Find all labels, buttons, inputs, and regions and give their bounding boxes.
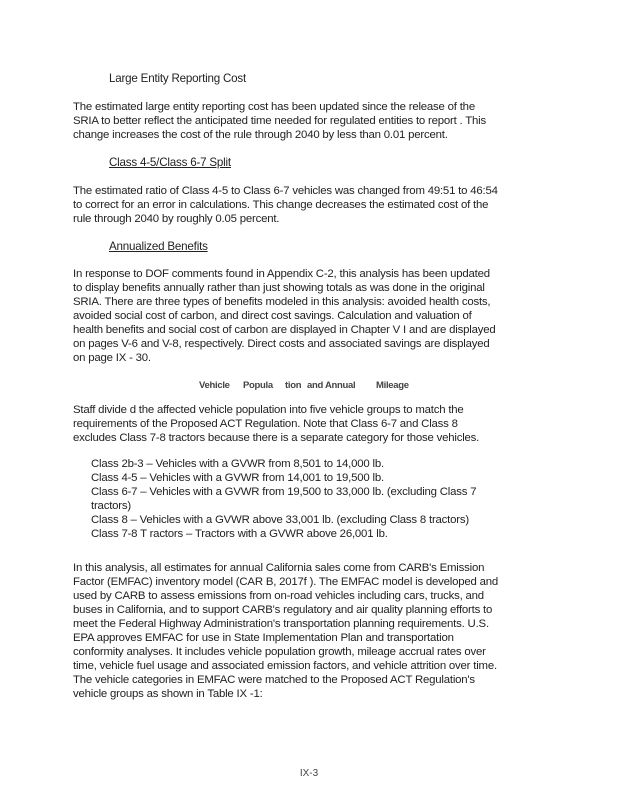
text-line: SRIA to better reflect the anticipated time needed for regulated entities to report . This	[73, 115, 486, 127]
page-number: IX-3	[299, 768, 319, 779]
list-item	[73, 513, 533, 527]
text-line: The estimated large entity reporting cost has been updated since the release of the	[73, 101, 475, 113]
text-line: Class 2b-3 – Vehicles with a GVWR from 8,501 to 14,000 lb.	[91, 458, 384, 470]
vehicle-group-list	[73, 457, 533, 541]
subheading-word: Vehicle	[199, 380, 230, 391]
section-heading-large-entity: Large Entity Reporting Cost	[109, 72, 247, 85]
text-line: avoided social cost of carbon, and direct cost savings. Calculation and valuation of	[73, 310, 472, 322]
text-line: on page IX - 30.	[73, 352, 151, 364]
text-line: to correct for an error in calculations. This change decreases the estimated cost of the	[73, 199, 489, 211]
subheading-word: Popula	[243, 380, 273, 391]
text-line: rule through 2040 by roughly 0.05 percent.	[73, 213, 280, 225]
text-line: vehicle groups as shown in Table IX -1:	[73, 688, 263, 700]
text-line: health benefits and social cost of carbon are displayed in Chapter V I and are displayed	[73, 324, 496, 336]
text-line: meet the Federal Highway Administration's transportation planning requirements. U.S.	[73, 618, 489, 630]
text-line: Class 8 – Vehicles with a GVWR above 33,001 lb. (excluding Class 8 tractors)	[91, 514, 469, 526]
text-line: Class 6-7 – Vehicles with a GVWR from 19,500 to 33,000 lb. (excluding Class 7	[91, 486, 477, 498]
subheading-word: Mileage	[376, 380, 409, 391]
list-item	[73, 471, 533, 485]
text-line: tractors)	[91, 500, 131, 512]
paragraph-class-split	[73, 184, 543, 226]
list-item	[73, 527, 533, 541]
text-line: Staff divide d the affected vehicle population into five vehicle groups to match the	[73, 404, 464, 416]
text-line: In response to DOF comments found in Appendix C-2, this analysis has been updated	[73, 268, 490, 280]
paragraph-large-entity	[73, 100, 543, 142]
subheading-word: and Annual	[307, 380, 356, 391]
text-line: excludes Class 7-8 tractors because there is a separate category for those vehicles.	[73, 432, 480, 444]
subheading-word: tion	[285, 380, 302, 391]
text-line: SRIA. There are three types of benefits modeled in this analysis: avoided health costs,	[73, 296, 491, 308]
text-line: buses in California, and to support CARB's regulatory and air quality planning efforts to	[73, 604, 493, 616]
list-item	[73, 485, 533, 513]
text-line: Factor (EMFAC) inventory model (CAR B, 2017f ). The EMFAC model is developed and	[73, 576, 499, 588]
text-line: EPA approves EMFAC for use in State Implementation Plan and transportation	[73, 632, 454, 644]
text-line: Class 4-5 – Vehicles with a GVWR from 14,001 to 19,500 lb.	[91, 472, 384, 484]
text-line: conformity analyses. It includes vehicle population growth, mileage accrual rates over	[73, 646, 486, 658]
text-line: The vehicle categories in EMFAC were matched to the Proposed ACT Regulation's	[73, 674, 475, 686]
text-line: requirements of the Proposed ACT Regulation. Note that Class 6-7 and Class 8	[73, 418, 458, 430]
paragraph-vehicle-groups	[73, 403, 543, 445]
paragraph-annualized-benefits	[73, 267, 543, 365]
section-heading-annualized-benefits: Annualized Benefits	[109, 240, 208, 253]
text-line: change increases the cost of the rule through 2040 by less than 0.01 percent.	[73, 129, 448, 141]
text-line: In this analysis, all estimates for annual California sales come from CARB's Emission	[73, 562, 485, 574]
text-line: The estimated ratio of Class 4-5 to Class 6-7 vehicles was changed from 49:51 to 46:54	[73, 185, 498, 197]
list-item	[73, 457, 533, 471]
paragraph-emfac	[73, 561, 543, 701]
section-heading-class-split: Class 4-5/Class 6-7 Split	[109, 156, 231, 169]
text-line: Class 7-8 T ractors – Tractors with a GVWR above 26,001 lb.	[91, 528, 388, 540]
text-line: used by CARB to assess emissions from on-road vehicles including cars, trucks, and	[73, 590, 484, 602]
text-line: time, vehicle fuel usage and associated emission factors, and vehicle attrition over time.	[73, 660, 497, 672]
text-line: to display benefits annually rather than just showing totals as was done in the original	[73, 282, 485, 294]
text-line: on pages V-6 and V-8, respectively. Direct costs and associated savings are displayed	[73, 338, 490, 350]
